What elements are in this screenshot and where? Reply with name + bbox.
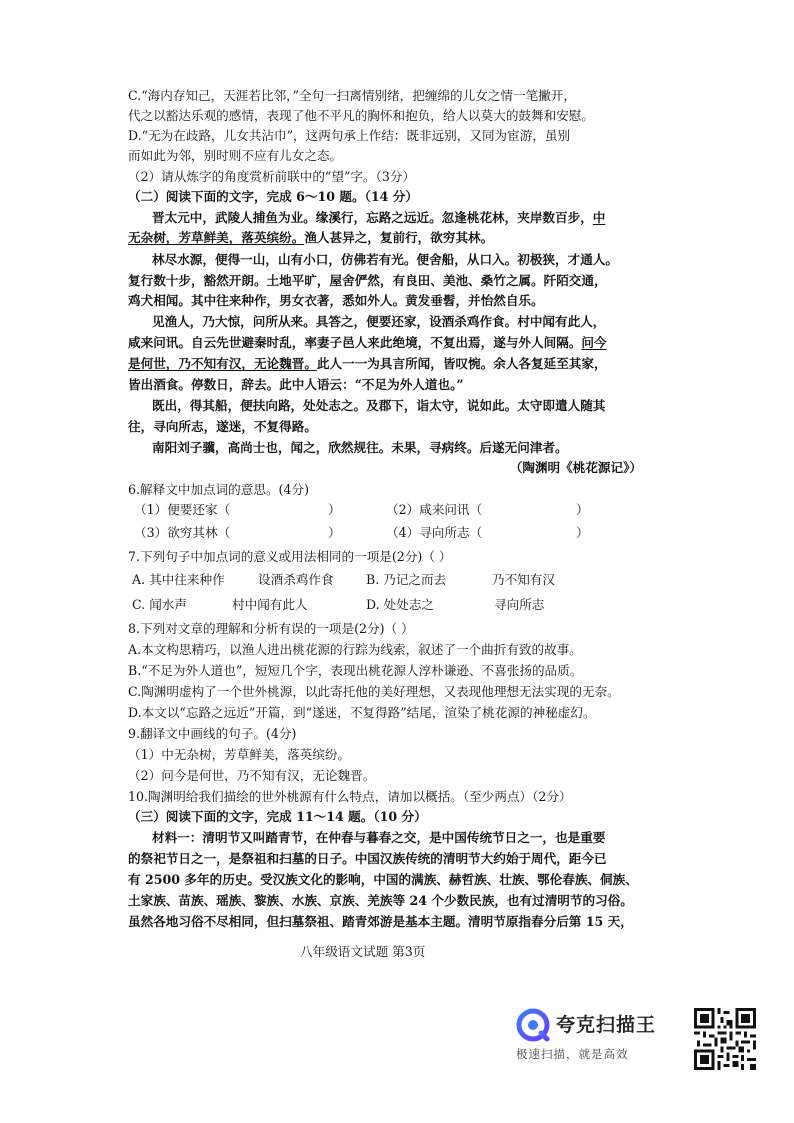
passage-p3-line-3: 是何世，乃不知有汉，无论魏晋。此人一一为具言所闻，皆叹惋。余人各复延至其家，: [128, 356, 607, 371]
q7-option-b-1: B. 乃记之而去: [366, 572, 447, 587]
q6-item-4-close: ）: [576, 525, 589, 540]
section-3-heading: （三）阅读下面的文字，完成 11～14 题。（10 分）: [128, 809, 427, 824]
passage-p4-line-1: 既出，得其船，便扶向路，处处志之。及郡下，诣太守，说如此。太守即遣人随其: [152, 398, 606, 413]
watermark-title: 夸克扫描王: [556, 1014, 657, 1036]
question-8: 8.下列对文章的理解和分析有误的一项是(2分)（ ）: [128, 621, 414, 636]
material-line-3: 有 2500 多年的历史。受汉族文化的影响，中国的满族、赫哲族、壮族、鄂伦春族、侗族、: [128, 872, 638, 887]
section-2-heading: （二）阅读下面的文字，完成 6～10 题。（14 分）: [128, 189, 418, 204]
q7-option-a-1: A. 其中往来种作: [132, 572, 225, 587]
quark-logo-icon: [516, 1008, 550, 1042]
underlined-text: 问今: [581, 335, 607, 350]
q6-item-2-close: ）: [576, 502, 589, 517]
passage-p2-line-2: 复行数十步，豁然开朗。土地平旷，屋舍俨然，有良田、美池、桑竹之属。阡陌交通，: [128, 273, 607, 288]
q7-option-c-2: 村中闻有此人: [232, 597, 308, 612]
passage-p3-line-2: 咸来问讯。自云先世避秦时乱，率妻子邑人来此绝境，不复出焉，遂与外人间隔。问今: [128, 335, 607, 350]
underlined-text: 无杂树，芳草鲜美，落英缤纷。: [128, 230, 305, 245]
question-9: 9.翻译文中画线的句子。(4分): [128, 726, 297, 741]
option-c-line-2: 代之以豁达乐观的感情，表现了他不平凡的胸怀和抱负，给人以莫大的鼓舞和安慰。: [128, 108, 594, 123]
q7-option-a-2: 设酒杀鸡作食: [258, 572, 334, 587]
passage-p2-line-1: 林尽水源，便得一山，山有小口，仿佛若有光。便舍船，从口入。初极狭，才通人。: [152, 252, 618, 267]
q6-item-2: （2）咸来问讯（: [386, 502, 483, 517]
question-2-sub: （2）请从炼字的角度赏析前联中的“望”字。（3分）: [128, 169, 416, 184]
q9-item-2: （2）问今是何世，乃不知有汉，无论魏晋。: [128, 768, 376, 783]
option-d-line-1: D.“无为在歧路，儿女共沾巾”，这两句承上作结：既非远别，又同为宦游，虽别: [128, 128, 571, 143]
page-footer: 八年级语文试题 第3页: [300, 944, 426, 959]
option-d-line-2: 而如此为邻，别时则不应有儿女之态。: [128, 148, 343, 163]
q6-item-1: （1）便要还家（: [134, 502, 231, 517]
passage-p1-line-1: 晋太元中，武陵人捕鱼为业。缘溪行，忘路之远近。忽逢桃花林，夹岸数百步，中: [152, 210, 606, 225]
q6-item-3: （3）欲穷其林（: [134, 525, 231, 540]
q7-option-d-2: 寻向所志: [494, 597, 545, 612]
material-line-2: 的祭祀节日之一，是祭祖和扫墓的日子。中国汉族传统的清明节大约始于周代，距今已: [128, 851, 607, 866]
q8-option-d: D.本文以“忘路之远近”开篇，到“遂迷，不复得路”结尾，渲染了桃花源的神秘虚幻。: [128, 705, 596, 720]
question-7: 7.下列句子中加点词的意义或用法相同的一项是(2分)（ ）: [128, 549, 452, 564]
q8-option-a: A.本文构思精巧，以渔人进出桃花源的行踪为线索，叙述了一个曲折有致的故事。: [128, 642, 582, 657]
passage-p3-line-4: 皆出酒食。停数日，辞去。此中人语云：“不足为外人道也。”: [128, 377, 464, 392]
q6-item-4: （4）寻向所志（: [386, 525, 483, 540]
passage-p4-line-2: 往，寻向所志，遂迷，不复得路。: [128, 419, 317, 434]
q8-option-c: C.陶渊明虚构了一个世外桃源，以此寄托他的美好理想，又表现他理想无法实现的无奈。: [128, 684, 620, 699]
q8-option-b: B.“不足为外人道也”，短短几个字，表现出桃花源人淳朴谦逊、不喜张扬的品质。: [128, 663, 583, 678]
passage-p1-line-2: 无杂树，芳草鲜美，落英缤纷。渔人甚异之，复前行，欲穷其林。: [128, 230, 494, 245]
q6-item-1-close: ）: [328, 502, 341, 517]
material-line-4: 土家族、苗族、瑶族、黎族、水族、京族、羌族等 24 个少数民族，也有过清明节的习俗。: [128, 893, 633, 908]
q7-option-d-1: D. 处处志之: [366, 597, 435, 612]
question-6: 6.解释文中加点词的意思。(4分): [128, 482, 309, 497]
watermark-subtitle: 极速扫描，就是高效: [516, 1047, 629, 1061]
q6-item-3-close: ）: [328, 525, 341, 540]
material-line-1: 材料一：清明节又叫踏青节，在仲春与暮春之交，是中国传统节日之一，也是重要: [152, 830, 606, 845]
q9-item-1: （1）中无杂树，芳草鲜美，落英缤纷。: [128, 747, 351, 762]
option-c-line-1: C.“海内存知己，天涯若比邻，”全句一扫离情别绪，把缠绵的儿女之情一笔撇开，: [128, 88, 576, 103]
underlined-text: 是何世，乃不知有汉，无论魏晋。: [128, 356, 317, 371]
passage-p3-line-1: 见渔人，乃大惊，问所从来。具答之，便要还家，设酒杀鸡作食。村中闻有此人，: [152, 314, 606, 329]
question-10: 10.陶渊明给我们描绘的世外桃源有什么特点，请加以概括。（至少两点）（2分）: [128, 789, 572, 804]
underlined-text: 中: [592, 210, 606, 225]
q7-option-c-1: C. 闻水声: [132, 597, 187, 612]
passage-p5-line: 南阳刘子骥，高尚士也，闻之，欣然规往。未果，寻病终。后遂无问津者。: [152, 440, 568, 455]
material-line-5: 虽然各地习俗不尽相同，但扫墓祭祖、踏青郊游是基本主题。清明节原指春分后第 15 天，: [128, 914, 633, 929]
scanner-watermark: [516, 1006, 666, 1066]
passage-source: （陶渊明《桃花源记》）: [509, 460, 642, 475]
passage-p2-line-3: 鸡犬相闻。其中往来种作，男女衣著，悉如外人。黄发垂髫，并怡然自乐。: [128, 293, 544, 308]
qr-code-icon: [694, 1008, 756, 1070]
q7-option-b-2: 乃不知有汉: [492, 572, 555, 587]
